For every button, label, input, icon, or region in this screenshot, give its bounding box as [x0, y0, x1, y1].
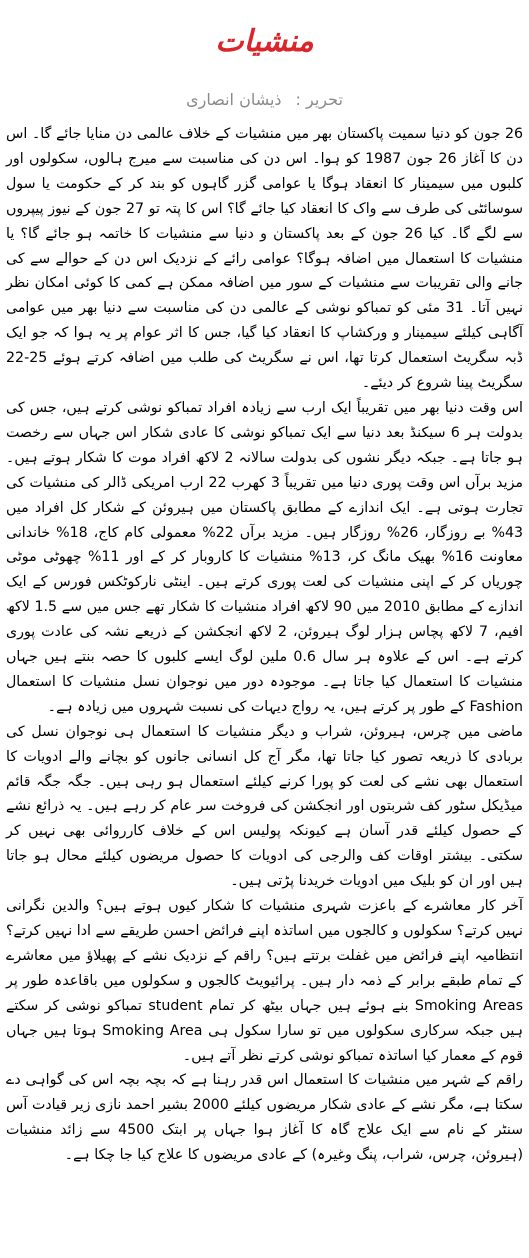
paragraph: آخر کار معاشرے کے باعزت شہری منشیات کا شکار کیوں ہوتے ہیں؟ والدین نگرانی نہیں کرتے؟ سکولوں و کالجوں میں اساتذہ اپنے فرائض احسن طریقے سے ادا نہیں کرتے؟ انتظامیہ اپنے فرائض میں غفلت برتتے ہیں؟ راقم کے نزدیک نشے کے پھیلاؤ میں معاشرے کے تمام طبقے برابر کے ذمہ دار ہیں۔ پرائیویٹ کالجوں و سکولوں میں باقاعدہ طور پر Smoking Areas بنے ہوئے ہیں جہاں بیٹھ کر تمام student تمباکو نوشی کر سکتے ہیں جبکہ سرکاری سکولوں میں تو سارا سکول ہی Smoking Area ہوتا ہیں جہاں قوم کے معمار کیا اساتذہ تمباکو نوشی کرتے نظر آتے ہیں۔ [6, 898, 524, 1064]
paragraph: راقم کے شہر میں منشیات کا استعمال اس قدر رہنا ہے کہ بچہ بچہ اس کی گواہی دے سکتا ہے، مگر نشے کے عادی شکار مریضوں کیلئے 2000 بشیر احمد نازی زیر قیادت آس سنٹر کے نام سے ایک علاج گاہ کا آغاز ہوا جہاں پر ابتک 4500 سے زائد منشیات (ہیروئن، چرس، شراب، پنگ وغیرہ) کے عادی مریضوں کا علاج کیا جا چکا ہے۔ [6, 1072, 524, 1164]
article-body [6, 122, 523, 1168]
article-title: منشیات [215, 24, 314, 59]
paragraph: ماضی میں چرس، ہیروئن، شراب و دیگر منشیات کا استعمال ہی نوجوان نسل کی بربادی کا ذریعہ تصور کیا جاتا تھا، مگر آج کل انسانی جانوں کو بچانے والے ادویات کا استعمال بھی نشے کی لعت کو پورا کرنے کیلئے استعمال ہو رہی ہیں۔ جگہ جگہ قائم میڈیکل سٹور کف شربتوں اور انجکشن کی فروخت سر عام کر رہے ہیں۔ یہ ذرائع نشے کے حصول کیلئے قدر آسان ہے کیونکہ پولیس اس کے خلاف کارروائی بھی نہیں کر سکتی۔ بیشتر اوقات کف والرجی کی ادویات کا حصول مریضوں کیلئے محال ہو جاتا ہیں اور ان کو بلیک میں ادویات خریدنا پڑتی ہیں۔ [6, 723, 523, 890]
paragraph: 26 جون کو دنیا سمیت پاکستان بھر میں منشیات کے خلاف عالمی دن منایا جائے گا۔ اس دن کا آغاز 26 جون 1987 کو ہوا۔ اس دن کی مناسبت سے میرج ہالوں، سکولوں اور کلبوں میں سیمینار کا انعقاد ہوگا یا عوامی گزر گاہوں کو بند کر کے حکومت یا سول سوسائٹی کی طرف سے واک کا انعقاد کیا جائے گا؟ اس کا پتہ تو 27 جون کے نیوز پیپروں سے لگے گا۔ کیا 26 جون کے بعد پاکستان و دنیا سے منشیات کا خاتمہ ہو جائے گا؟ یا منشیات کا استعمال میں اضافہ ہوگا؟ عوامی رائے کے نزدیک اس دن کے حوالے سے کی جانے والی تقریبات سے منشیات کے سور میں اضافہ ممکن ہے کمی کا کوئی امکان نظر نہیں آتا۔ 31 مئی کو تمباکو نوشی کے عالمی دن کی مناسبت سے دنیا بھر میں عوامی آگاہی کیلئے سیمینار و ورکشاپ کا انعقاد کیا گیا، جس کا اثر عوام پر یہ ہوا کہ جو ایک ڈبہ سگریٹ استعمال کرتا تھا، اس نے سگریٹ کی طلب میں اضافہ کرتے ہوئے 25-22 سگریٹ پینا شروع کر دیئے۔ [6, 126, 523, 392]
author-name: ذیشان انصاری [186, 90, 282, 109]
paragraph: اس وقت دنیا بھر میں تقریباً ایک ارب سے زیادہ افراد تمباکو نوشی کرتے ہیں، جس کی بدولت ہر 6 سیکنڈ بعد دنیا سے ایک تمباکو نوشی کا عادی شکار اس جہاں سے رخصت ہو جاتا ہے۔ جبکہ دیگر نشوں کی بدولت سالانہ 2 لاکھ افراد موت کا شکار ہوتے ہیں۔ مزید برآں اس وقت پوری دنیا میں تقریباً 3 کھرب 22 ارب امریکی ڈالر کی منشیات کی تجارت ہوتی ہے۔ ایک اندازے کے مطابق پاکستان میں ہیروئن کے شکار کل افراد میں 43% بے روزگار، 26% روزگار ہیں۔ مزید برآں 22% معمولی کام کاج، 18% خاندانی معاونت 16% بھیک مانگ کر، 13% منشیات کا کاروبار کر کے اور 11% چھوٹی موٹی چوریاں کر کے اپنی منشیات کی لعت پوری کرتے ہیں۔ اینٹی نارکوٹکس فورس کے ایک اندازے کے مطابق 2010 میں 90 لاکھ افراد منشیات کا شکار تھے جس میں سے 1.5 لاکھ افیم، 7 لاکھ پچاس ہزار لوگ ہیروئن، 2 لاکھ انجکشن کے ذریعے نشہ کی عادت پوری کرتے ہے۔ اس کے علاوہ ہر سال 0.6 ملین لوگ ایسے کلبوں کا حصہ بنتے ہیں جہاں منشیات کا استعمال کیا جاتا ہے۔ موجودہ دور میں نوجوان نسل منشیات کا استعمال Fashion کے طور پر کرتے ہیں، یہ رواج دیہات کی نسبت شہروں میں زیادہ ہے۔ [6, 399, 523, 715]
byline-label: تحریر : [295, 90, 343, 109]
byline [0, 90, 529, 109]
